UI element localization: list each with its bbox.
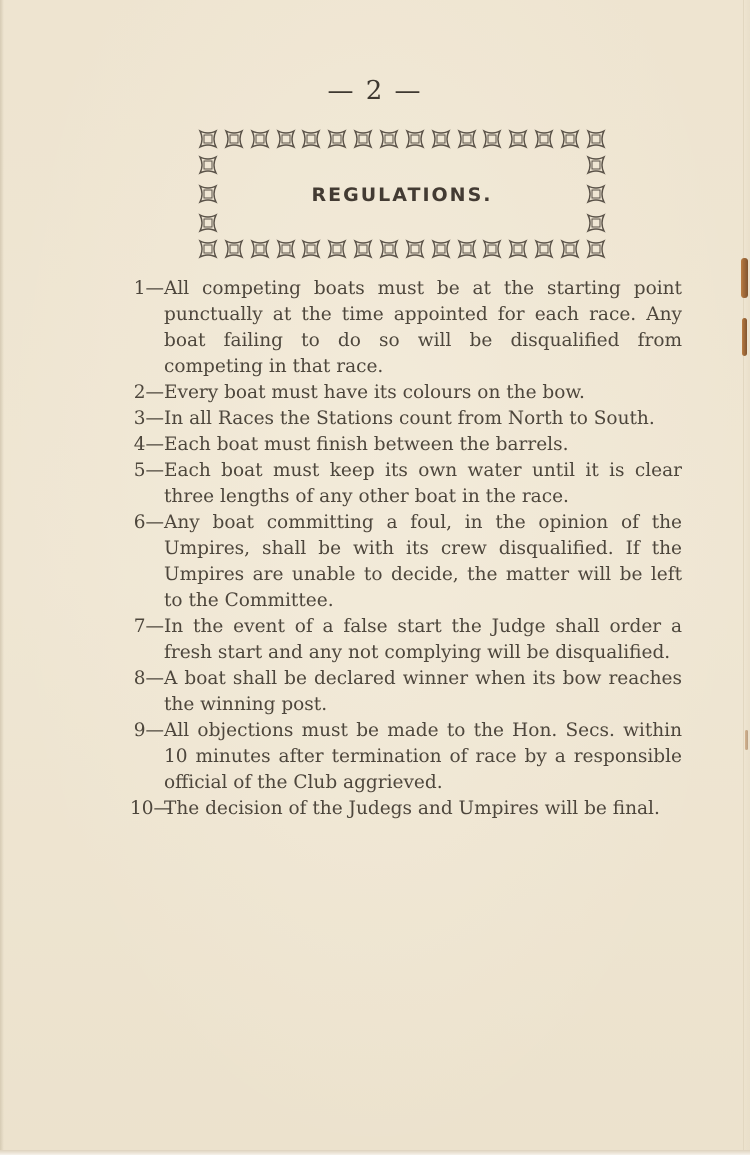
page-left-edge bbox=[0, 0, 4, 1155]
regulation-number: 2— bbox=[133, 382, 164, 403]
regulation-number: 1— bbox=[133, 278, 164, 299]
square-quatrefoil-ornament-icon bbox=[430, 238, 452, 260]
regulation-text: A boat shall be declared winner when its bow reaches the winning post. bbox=[164, 668, 682, 715]
regulation-text: All competing boats must be at the starting point punctually at the time appointed for each race. Any boat failing to do so will be disqualified from competing in that race. bbox=[164, 278, 682, 377]
regulation-item bbox=[130, 406, 682, 432]
page-right-edge bbox=[743, 0, 750, 1155]
square-quatrefoil-ornament-icon bbox=[275, 238, 297, 260]
square-quatrefoil-ornament-icon bbox=[249, 238, 271, 260]
regulation-number: 5— bbox=[133, 460, 164, 481]
square-quatrefoil-ornament-icon bbox=[533, 238, 555, 260]
square-quatrefoil-ornament-icon bbox=[352, 238, 374, 260]
square-quatrefoil-ornament-icon bbox=[507, 128, 529, 150]
regulation-item bbox=[130, 458, 682, 510]
binding-stain-mark bbox=[745, 730, 748, 750]
square-quatrefoil-ornament-icon bbox=[249, 128, 271, 150]
square-quatrefoil-ornament-icon bbox=[197, 128, 219, 150]
square-quatrefoil-ornament-icon bbox=[300, 238, 322, 260]
regulation-number: 8— bbox=[133, 668, 164, 689]
square-quatrefoil-ornament-icon bbox=[559, 128, 581, 150]
binding-stain-mark bbox=[741, 258, 748, 298]
square-quatrefoil-ornament-icon bbox=[430, 128, 452, 150]
square-quatrefoil-ornament-icon bbox=[326, 128, 348, 150]
regulation-text: Each boat must finish between the barrels. bbox=[164, 434, 569, 455]
page-number: — 2 — bbox=[327, 76, 423, 106]
regulation-item bbox=[130, 432, 682, 458]
regulation-item bbox=[130, 718, 682, 796]
regulation-text: In the event of a false start the Judge shall order a fresh start and any not complying will be disqualified. bbox=[164, 616, 682, 663]
regulation-item bbox=[130, 614, 682, 666]
square-quatrefoil-ornament-icon bbox=[404, 128, 426, 150]
square-quatrefoil-ornament-icon bbox=[378, 128, 400, 150]
square-quatrefoil-ornament-icon bbox=[223, 238, 245, 260]
regulation-item bbox=[130, 796, 682, 822]
regulation-text: Each boat must keep its own water until it is clear three lengths of any other boat in the race. bbox=[164, 460, 682, 507]
square-quatrefoil-ornament-icon bbox=[585, 128, 607, 150]
regulation-number: 9— bbox=[133, 720, 164, 741]
square-quatrefoil-ornament-icon bbox=[197, 238, 219, 260]
square-quatrefoil-ornament-icon bbox=[533, 128, 555, 150]
square-quatrefoil-ornament-icon bbox=[585, 154, 607, 176]
regulation-number: 4— bbox=[133, 434, 164, 455]
square-quatrefoil-ornament-icon bbox=[481, 238, 503, 260]
regulation-text: The decision of the Judegs and Umpires will be final. bbox=[164, 798, 660, 819]
square-quatrefoil-ornament-icon bbox=[223, 128, 245, 150]
regulation-item bbox=[130, 510, 682, 614]
regulation-item bbox=[130, 380, 682, 406]
regulation-number: 6— bbox=[133, 512, 164, 533]
regulation-text: In all Races the Stations count from North to South. bbox=[164, 408, 655, 429]
square-quatrefoil-ornament-icon bbox=[378, 238, 400, 260]
regulation-text: All objections must be made to the Hon. Secs. within 10 minutes after termination of race by a responsible official of the Club aggrieved. bbox=[164, 720, 682, 793]
page-bottom-edge bbox=[0, 1150, 750, 1155]
regulation-text: Any boat committing a foul, in the opinion of the Umpires, shall be with its crew disqualified. If the Umpires are unable to decide, the matter will be left to the Committee. bbox=[164, 512, 682, 611]
section-title: REGULATIONS. bbox=[311, 184, 493, 206]
square-quatrefoil-ornament-icon bbox=[585, 212, 607, 234]
regulation-number: 3— bbox=[133, 408, 164, 429]
square-quatrefoil-ornament-icon bbox=[481, 128, 503, 150]
square-quatrefoil-ornament-icon bbox=[326, 238, 348, 260]
square-quatrefoil-ornament-icon bbox=[352, 128, 374, 150]
square-quatrefoil-ornament-icon bbox=[559, 238, 581, 260]
regulation-text: Every boat must have its colours on the bow. bbox=[164, 382, 585, 403]
ornament-border-top bbox=[197, 128, 607, 150]
regulation-number: 10— bbox=[130, 798, 173, 819]
square-quatrefoil-ornament-icon bbox=[456, 128, 478, 150]
square-quatrefoil-ornament-icon bbox=[275, 128, 297, 150]
square-quatrefoil-ornament-icon bbox=[585, 238, 607, 260]
regulation-item bbox=[130, 666, 682, 718]
regulation-number: 7— bbox=[133, 616, 164, 637]
regulations-list bbox=[130, 276, 682, 822]
regulation-item bbox=[130, 276, 682, 380]
binding-stain-mark bbox=[742, 318, 747, 356]
square-quatrefoil-ornament-icon bbox=[197, 212, 219, 234]
square-quatrefoil-ornament-icon bbox=[197, 154, 219, 176]
square-quatrefoil-ornament-icon bbox=[300, 128, 322, 150]
square-quatrefoil-ornament-icon bbox=[404, 238, 426, 260]
title-ornamental-frame bbox=[197, 128, 607, 260]
ornament-border-bottom bbox=[197, 238, 607, 260]
square-quatrefoil-ornament-icon bbox=[507, 238, 529, 260]
square-quatrefoil-ornament-icon bbox=[456, 238, 478, 260]
